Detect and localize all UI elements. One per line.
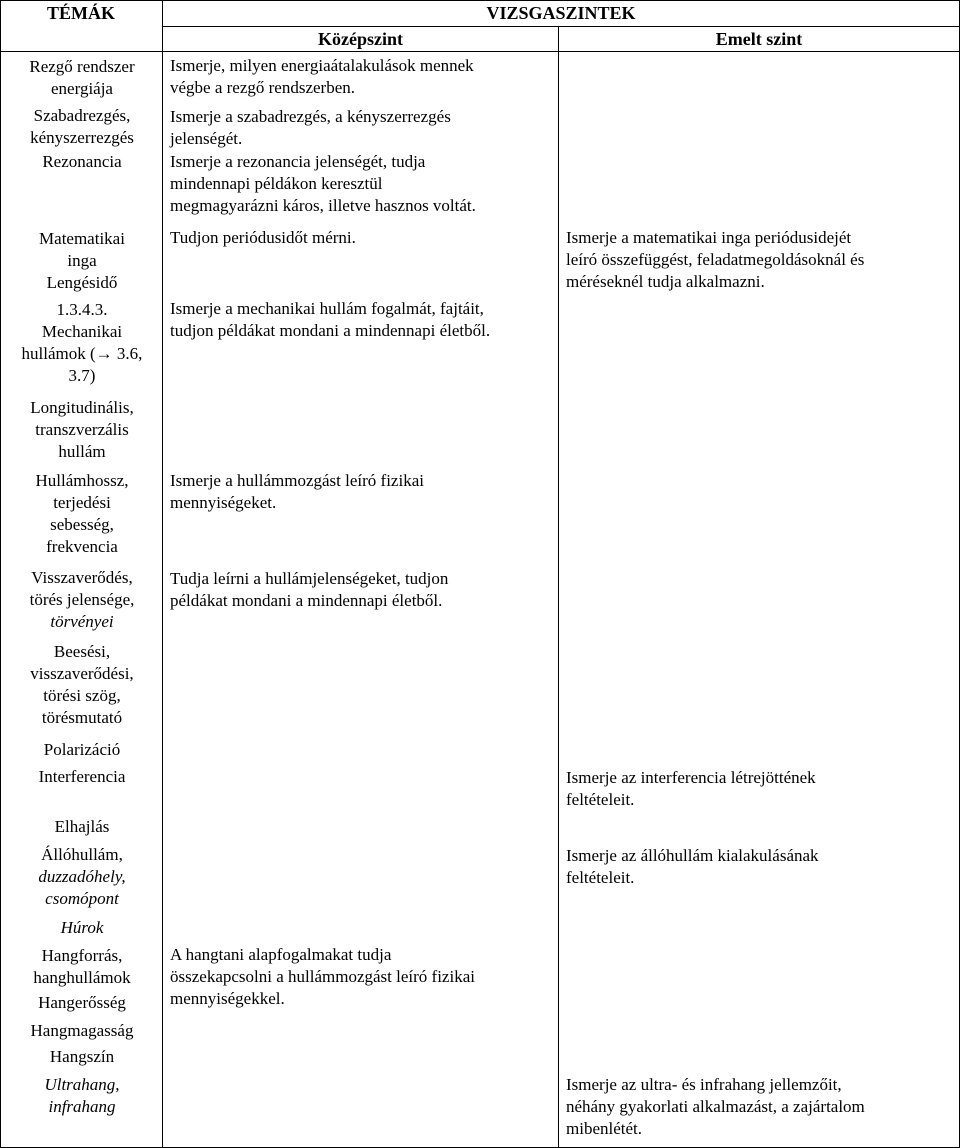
topic-cell: Rezgő rendszer energiája	[29, 57, 135, 98]
topic-cell: Hangforrás, hanghullámok	[33, 946, 131, 987]
topic-cell: Interferencia	[38, 767, 126, 786]
mid-requirement: Ismerje a mechanikai hullám fogalmát, fajtáit, tudjon példákat mondani a mindennapi életből.	[170, 299, 491, 340]
topic-cell: Szabadrezgés, kényszerrezgés	[30, 106, 134, 147]
topic-cell: Matematikai inga	[39, 229, 125, 270]
mid-requirement: Ismerje a hullámmozgást leíró fizikai mennyiségeket.	[170, 471, 424, 512]
mid-requirement: A hangtani alapfogalmakat tudja összekapcsolni a hullámmozgást leíró fizikai mennyiségekkel.	[170, 945, 475, 1008]
topic-cell: Hangerősség	[38, 993, 126, 1012]
topic-cell: Lengésidő	[46, 273, 118, 292]
column-divider	[162, 0, 163, 1148]
topic-cell: Ultrahang, infrahang	[44, 1075, 120, 1116]
column-divider	[558, 27, 559, 1148]
topic-cell: Rezonancia	[42, 152, 122, 171]
advanced-requirement: Ismerje az állóhullám kialakulásának feltételeit.	[566, 846, 819, 887]
topic-cell: Állóhullám, duzzadóhely, csomópont	[38, 845, 126, 908]
advanced-requirement: Ismerje az interferencia létrejöttének feltételeit.	[566, 768, 816, 809]
topic-cell: Polarizáció	[43, 740, 121, 759]
topic-cell: Hangszín	[49, 1047, 115, 1066]
row-divider	[0, 0, 960, 1]
mid-requirement: Ismerje, milyen energiaátalakulások mennek végbe a rezgő rendszerben.	[170, 56, 474, 97]
header-mid-level: Középszint	[318, 29, 403, 49]
header-topics: TÉMÁK	[46, 3, 115, 23]
mid-requirement: Ismerje a szabadrezgés, a kényszerrezgés jelenségét.	[170, 107, 451, 148]
advanced-requirement: Ismerje az ultra- és infrahang jellemzőit, néhány gyakorlati alkalmazást, a zajártalom mibenlétét.	[566, 1075, 865, 1138]
row-divider	[0, 51, 960, 52]
topic-cell: Beesési, visszaverődési, törési szög, törésmutató	[30, 642, 134, 727]
topic-cell: Elhajlás	[54, 817, 110, 836]
advanced-requirement: Ismerje a matematikai inga periódusidejét leíró összefüggést, feladatmegoldásoknál és méréseknél tudja alkalmazni.	[566, 228, 865, 291]
topic-cell: 1.3.4.3. Mechanikai hullámok (→ 3.6, 3.7)	[21, 300, 143, 385]
topic-cell: Húrok	[60, 918, 104, 937]
mid-requirement: Ismerje a rezonancia jelenségét, tudja mindennapi példákon keresztül megmagyarázni káros, illetve hasznos voltát.	[170, 152, 476, 215]
header-advanced-level: Emelt szint	[715, 29, 803, 49]
header-levels: VIZSGASZINTEK	[486, 3, 636, 23]
topic-cell: Visszaverődés, törés jelensége, törvényei	[29, 568, 135, 631]
mid-requirement: Tudjon periódusidőt mérni.	[170, 228, 356, 247]
topic-cell: Longitudinális, transzverzális hullám	[30, 398, 134, 461]
topic-cell: Hangmagasság	[30, 1021, 134, 1040]
topic-cell: Hullámhossz, terjedési sebesség, frekvencia	[35, 471, 129, 556]
row-divider	[162, 26, 960, 27]
mid-requirement: Tudja leírni a hullámjelenségeket, tudjon példákat mondani a mindennapi életből.	[170, 569, 449, 610]
